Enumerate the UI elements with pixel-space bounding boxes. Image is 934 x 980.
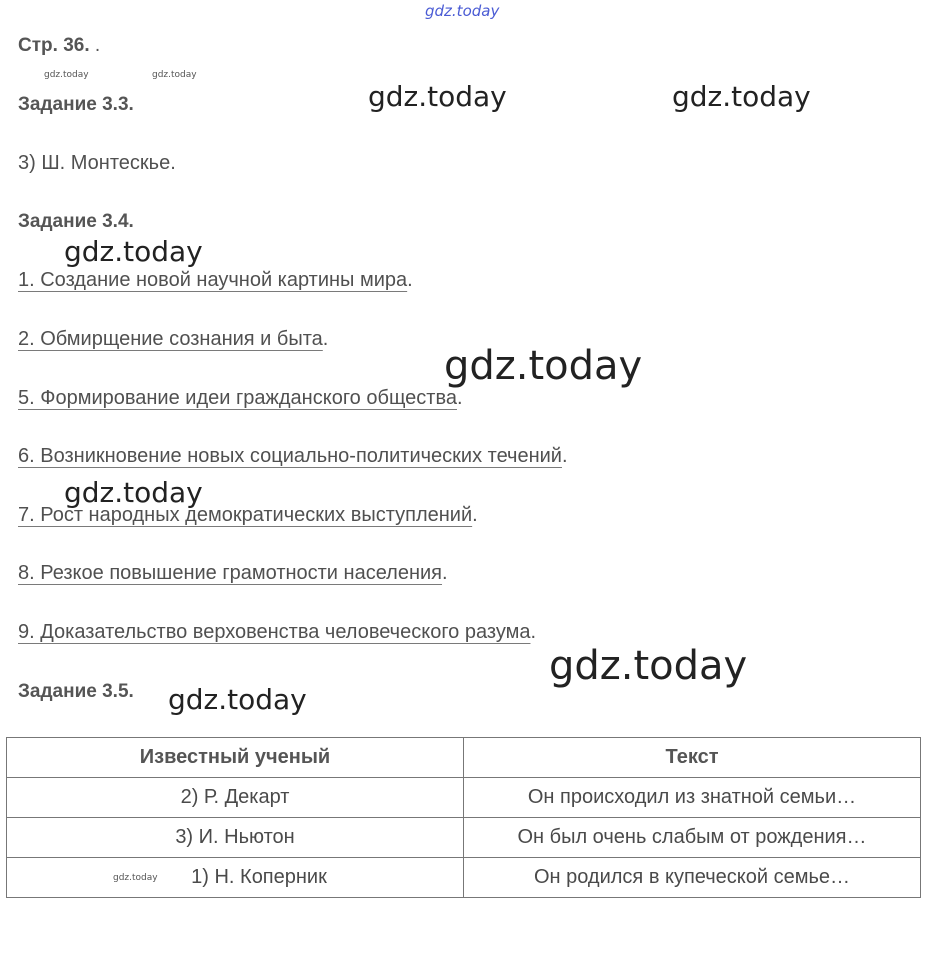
cell-text: Он был очень слабым от рождения… [464, 818, 921, 858]
task-3-4-title: Задание 3.4. [18, 211, 134, 232]
cell-scientist: 2) Р. Декарт [7, 778, 464, 818]
watermark-4: gdz.today [444, 343, 643, 389]
list-item: 7. Рост народных демократических выступлений. [18, 504, 478, 526]
list-item: 5. Формирование идеи гражданского общества. [18, 387, 463, 409]
page-label: Стр. 36. . [18, 35, 101, 56]
watermark-5: gdz.today [64, 476, 203, 509]
list-item: 6. Возникновение новых социально-политических течений. [18, 445, 568, 467]
list-item: 8. Резкое повышение грамотности населения. [18, 562, 448, 584]
watermark-3: gdz.today [64, 235, 203, 268]
list-item: 2. Обмирщение сознания и быта. [18, 328, 329, 350]
table-header-row [7, 738, 921, 778]
table-row [7, 818, 921, 858]
cell-scientist: gdz.today 1) Н. Коперник [7, 858, 464, 898]
watermark-tiny-3: gdz.today [113, 873, 158, 883]
list-item: 9. Доказательство верховенства человеческого разума. [18, 621, 537, 643]
task-3-3-answer: 3) Ш. Монтескье. [18, 152, 176, 174]
watermark-tiny-1: gdz.today [44, 70, 89, 80]
scientists-table [6, 737, 921, 898]
cell-text: Он происходил из знатной семьи… [464, 778, 921, 818]
watermark-top: gdz.today [425, 2, 500, 20]
watermark-1: gdz.today [368, 80, 507, 113]
cell-text: Он родился в купеческой семье… [464, 858, 921, 898]
task-3-3-title: Задание 3.3. [18, 94, 134, 115]
header-scientist: Известный ученый [7, 738, 464, 778]
watermark-7: gdz.today [168, 683, 307, 716]
watermark-6: gdz.today [549, 643, 748, 689]
watermark-tiny-2: gdz.today [152, 70, 197, 80]
watermark-2: gdz.today [672, 80, 811, 113]
list-item: 1. Создание новой научной картины мира. [18, 269, 413, 291]
cell-scientist: 3) И. Ньютон [7, 818, 464, 858]
table-row [7, 778, 921, 818]
header-text: Текст [464, 738, 921, 778]
task-3-5-title: Задание 3.5. [18, 681, 134, 702]
table-row [7, 858, 921, 898]
